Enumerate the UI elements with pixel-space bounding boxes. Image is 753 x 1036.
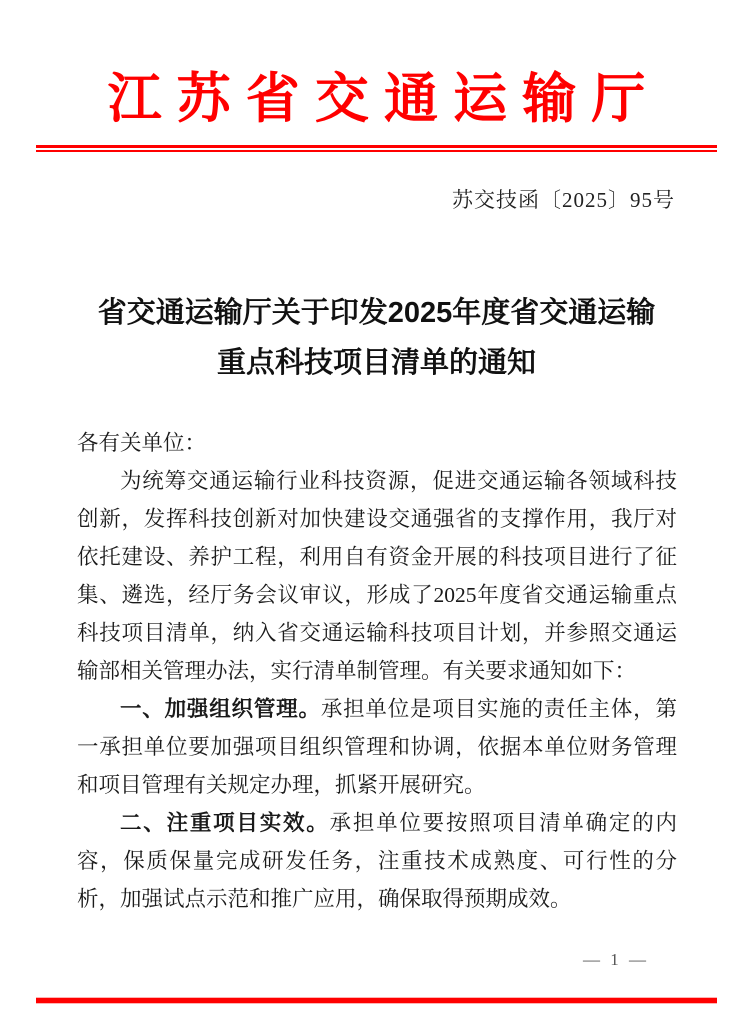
paragraph-text: 承担单位要按照项目清单确定的内容，保质保量完成研发任务，注重技术成熟度、可行性的分析，加强试点示范和推广应用，确保取得预期成效。 — [77, 811, 677, 911]
paragraph-text: 承担单位是项目实施的责任主体，第一承担单位要加强项目组织管理和协调，依据本单位财务管理和项目管理有关规定办理，抓紧开展研究。 — [77, 697, 677, 797]
document-title-line2: 重点科技项目清单的通知 — [216, 347, 536, 379]
paragraph-lead: 一、加强组织管理。 — [120, 697, 321, 721]
red-rule-bottom — [36, 998, 717, 1003]
paragraph-lead: 二、注重项目实效。 — [120, 811, 330, 835]
agency-name-heading: 江苏省交通运输厅 — [107, 69, 661, 129]
document-reference-number: 苏交技函〔2025〕95号 — [452, 188, 675, 212]
salutation: 各有关单位： — [77, 431, 207, 455]
paragraph — [77, 462, 677, 690]
paragraph — [77, 804, 677, 918]
red-double-rule-top — [36, 145, 717, 152]
page-number: — 1 — — [583, 950, 649, 969]
paragraph-text: 为统筹交通运输行业科技资源，促进交通运输各领域科技创新，发挥科技创新对加快建设交通强省的支撑作用，我厅对依托建设、养护工程，利用自有资金开展的科技项目进行了征集、遴选，经厅务会议审议，形成了2025年度省交通运输重点科技项目清单，纳入省交通运输科技项目计划，并参照交通运输部相关管理办法，实行清单制管理。有关要求通知如下： — [77, 469, 677, 683]
document-title — [40, 288, 713, 388]
paragraph — [77, 690, 677, 804]
document-body — [77, 424, 677, 918]
document-title-line1: 省交通运输厅关于印发2025年度省交通运输 — [97, 297, 656, 329]
